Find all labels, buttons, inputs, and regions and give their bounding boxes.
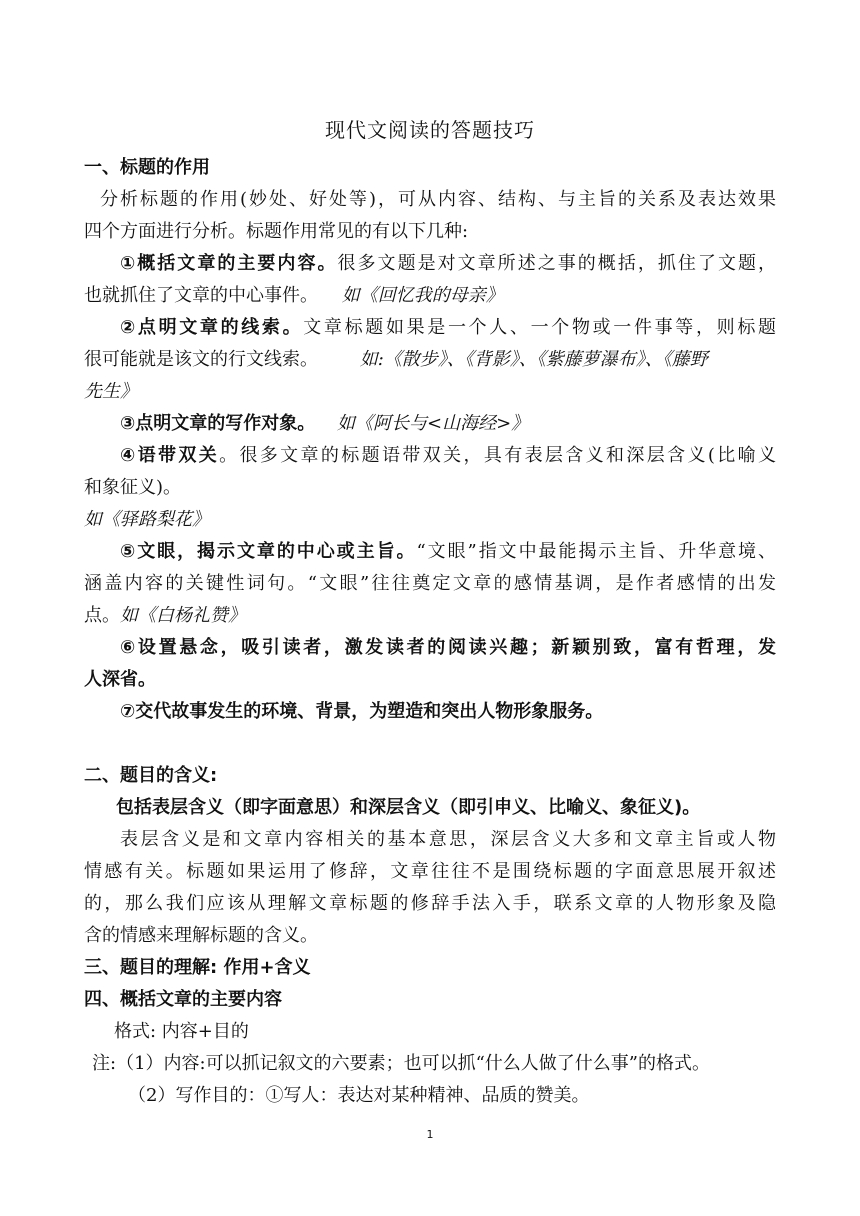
item-4-line-1 bbox=[120, 444, 776, 468]
item-4-text: 。很多文章的标题语带双关，具有表层含义和深层含义(比喻义 bbox=[219, 445, 776, 466]
item-5-line-3-text: 点。 bbox=[84, 605, 120, 626]
s4-format: 格式: 内容+目的 bbox=[114, 1021, 249, 1042]
section-2-heading: 二、题目的含义: bbox=[84, 765, 218, 786]
item-3-bold: ③点明文章的写作对象。 bbox=[120, 413, 316, 434]
item-2-bold: ②点明文章的线索。 bbox=[120, 317, 304, 338]
item-1-line-2 bbox=[84, 284, 784, 308]
item-5-text: “文眼”指文中最能揭示主旨、升华意境、 bbox=[416, 541, 776, 562]
item-1-line-2-text: 也就抓住了文章的中心事件。 bbox=[84, 285, 318, 306]
s1-intro-line-2: 四个方面进行分析。标题作用常见的有以下几种: bbox=[84, 221, 469, 242]
item-2-example: 如:《散步》、《背影》、《紫藤萝瀑布》、《藤野 bbox=[359, 349, 708, 370]
s1-intro-line-1: 分析标题的作用(妙处、好处等)，可从内容、结构、与主旨的关系及表达效果 bbox=[100, 189, 776, 210]
item-4-bold: ④语带双关 bbox=[120, 445, 220, 466]
section-1-heading: 一、标题的作用 bbox=[84, 157, 210, 178]
item-7: ⑦交代故事发生的环境、背景，为塑造和突出人物形象服务。 bbox=[120, 701, 604, 722]
item-3-example: 如《阿长与<山海经>》 bbox=[336, 413, 530, 434]
section-2-subheading: 包括表层含义（即字面意思）和深层含义（即引申义、比喻义、象征义)。 bbox=[116, 797, 701, 818]
item-3-line bbox=[120, 412, 820, 436]
s2-paragraph-line-2: 情感有关。标题如果运用了修辞，文章往往不是围绕标题的字面意思展开叙述 bbox=[84, 861, 776, 882]
page-number: 1 bbox=[426, 1128, 434, 1141]
item-5-line-1 bbox=[120, 540, 776, 564]
s2-paragraph-line-4: 含的情感来理解标题的含义。 bbox=[84, 925, 318, 946]
item-6-line-1: ⑥设置悬念，吸引读者，激发读者的阅读兴趣；新颖别致，富有哲理，发 bbox=[120, 637, 776, 658]
item-1-text: 很多文题是对文章所述之事的概括，抓住了文题， bbox=[337, 253, 776, 274]
item-6-line-2: 人深省。 bbox=[84, 669, 156, 690]
page-title: 现代文阅读的答题技巧 bbox=[325, 118, 535, 142]
item-2-line-1 bbox=[120, 316, 776, 340]
item-5-bold: ⑤文眼，揭示文章的中心或主旨。 bbox=[120, 541, 417, 562]
s4-note-2: （2）写作目的：①写人：表达对某种精神、品质的赞美。 bbox=[128, 1085, 590, 1106]
item-5-line-3 bbox=[84, 604, 784, 628]
section-4-heading: 四、概括文章的主要内容 bbox=[84, 989, 282, 1010]
item-2-text: 文章标题如果是一个人、一个物或一件事等，则标题 bbox=[303, 317, 776, 338]
section-3-heading: 三、题目的理解: 作用+含义 bbox=[84, 957, 311, 978]
item-5-example: 如《白杨礼赞》 bbox=[120, 605, 246, 626]
item-1-bold: ①概括文章的主要内容。 bbox=[120, 253, 338, 274]
s4-note-1: 注:（1）内容:可以抓记叙文的六要素；也可以抓“什么人做了什么事”的格式。 bbox=[92, 1053, 710, 1074]
s2-paragraph-line-1: 表层含义是和文章内容相关的基本意思，深层含义大多和文章主旨或人物 bbox=[120, 829, 776, 850]
item-2-example-cont: 先生》 bbox=[84, 381, 138, 402]
item-1-line-1 bbox=[120, 252, 776, 276]
item-2-line-2 bbox=[84, 348, 784, 372]
item-2-line-2-text: 很可能就是该文的行文线索。 bbox=[84, 349, 318, 370]
item-5-line-2: 涵盖内容的关键性词句。“文眼”往往奠定文章的感情基调，是作者感情的出发 bbox=[84, 573, 776, 594]
item-4-line-2: 和象征义)。 bbox=[84, 477, 182, 498]
s2-paragraph-line-3: 的，那么我们应该从理解文章标题的修辞手法入手，联系文章的人物形象及隐 bbox=[84, 893, 776, 914]
item-1-example: 如《回忆我的母亲》 bbox=[341, 285, 504, 306]
item-4-example: 如《驿路梨花》 bbox=[84, 509, 210, 530]
